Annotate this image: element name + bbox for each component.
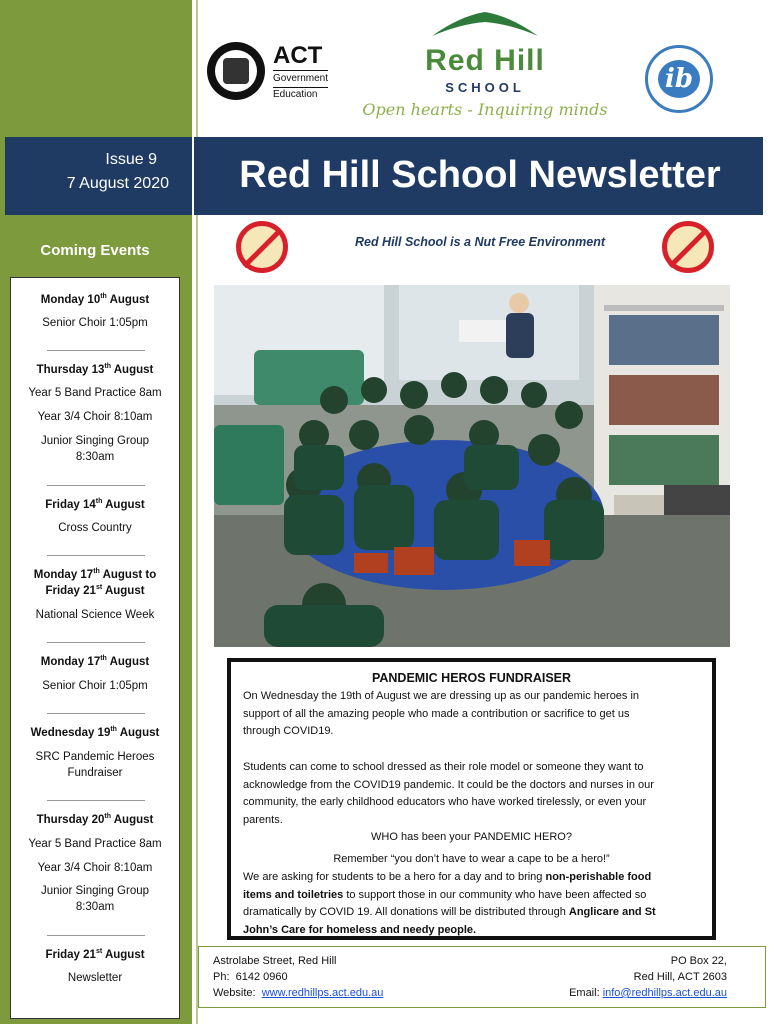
event-divider — [47, 555, 145, 556]
event-date: Monday 17th August — [40, 655, 150, 668]
footer-website: Website: www.redhillps.act.edu.au — [213, 987, 384, 999]
event-line: 8:30am — [75, 451, 115, 463]
footer-po-box: PO Box 22, — [670, 955, 727, 967]
footer-right — [569, 953, 727, 1001]
coming-events-heading: Coming Events — [40, 242, 150, 259]
footer-phone: Ph: 6142 0960 — [213, 971, 288, 983]
event-line: Newsletter — [67, 972, 123, 984]
footer-email: Email: info@redhillps.act.edu.au — [569, 987, 727, 999]
website-link[interactable]: www.redhillps.act.edu.au — [261, 987, 384, 999]
ib-logo-mark: ib — [658, 60, 700, 98]
event-line: Year 3/4 Choir 8:10am — [37, 411, 153, 423]
event-line: Year 3/4 Choir 8:10am — [37, 862, 153, 874]
event-divider — [47, 935, 145, 936]
fundraiser-question: WHO has been your PANDEMIC HERO? — [371, 831, 572, 843]
mountain-icon — [430, 10, 540, 38]
library-reading-photo — [214, 285, 730, 647]
fundraiser-notice — [227, 658, 716, 940]
footer-suburb: Red Hill, ACT 2603 — [633, 971, 727, 983]
event-divider — [47, 642, 145, 643]
event-date: Friday 14th August — [45, 498, 145, 511]
act-logo-education: Education — [273, 87, 328, 101]
red-hill-school-logo — [362, 10, 608, 130]
act-seal-icon — [207, 42, 265, 100]
email-link[interactable]: info@redhillps.act.edu.au — [602, 987, 727, 999]
issue-number: Issue 9 — [105, 151, 157, 168]
event-line: Junior Singing Group — [40, 435, 150, 447]
event-line: Senior Choir 1:05pm — [42, 680, 148, 692]
event-date: Monday 17th August to — [33, 568, 157, 581]
events-panel — [10, 277, 180, 1019]
school-tagline: Open hearts - Inquiring minds — [362, 100, 608, 119]
event-line: SRC Pandemic Heroes — [35, 751, 155, 763]
event-date-end: Friday 21st August — [45, 584, 145, 597]
event-line: National Science Week — [35, 609, 155, 621]
fundraiser-title: PANDEMIC HEROS FUNDRAISER — [371, 671, 572, 685]
event-date: Friday 21st August — [45, 948, 145, 961]
no-nuts-icon — [662, 221, 714, 273]
fundraiser-quote: Remember “you don’t have to wear a cape to be a hero!” — [333, 853, 610, 865]
school-logo-sub: SCHOOL — [445, 80, 525, 95]
event-line: Junior Singing Group — [40, 885, 150, 897]
nut-free-notice: Red Hill School is a Nut Free Environment — [354, 235, 606, 249]
footer-address: Astrolabe Street, Red Hill — [213, 955, 337, 967]
event-divider — [47, 350, 145, 351]
ib-world-school-logo — [645, 45, 713, 113]
event-line: Cross Country — [58, 522, 132, 534]
event-date: Thursday 13th August — [36, 363, 154, 376]
act-logo-government: Government — [273, 70, 328, 85]
issue-date: 7 August 2020 — [66, 175, 169, 192]
masthead-divider — [192, 137, 194, 215]
event-line: Year 5 Band Practice 8am — [28, 387, 162, 399]
event-divider — [47, 485, 145, 486]
event-line: Year 5 Band Practice 8am — [28, 838, 162, 850]
event-date: Thursday 20th August — [36, 813, 154, 826]
contact-footer — [198, 946, 766, 1008]
act-government-logo — [207, 42, 327, 102]
event-divider — [47, 800, 145, 801]
event-line: 8:30am — [75, 901, 115, 913]
fundraiser-paragraph-2: Students can come to school dressed as their role model or someone they want to acknowledge from the COVID19 pandemic. It could be the doctors and nurses in our community, the early childhood educators who have worked tirelessly, or even your parents. — [243, 761, 654, 826]
event-line: Senior Choir 1:05pm — [42, 317, 148, 329]
event-date: Wednesday 19th August — [30, 726, 160, 739]
footer-left — [213, 953, 383, 1001]
issue-info — [5, 137, 185, 215]
page-title: Red Hill School Newsletter — [239, 154, 721, 196]
event-line: Fundraiser — [67, 767, 123, 779]
fundraiser-paragraph-1: On Wednesday the 19th of August we are dressing up as our pandemic heroes in support of all the amazing people who made a contribution or sacrifice to get us through COVID19. — [243, 690, 640, 737]
school-logo-name: Red Hill — [425, 44, 545, 77]
event-date: Monday 10th August — [40, 293, 150, 306]
act-logo-text: ACT — [273, 42, 323, 69]
no-nuts-icon — [236, 221, 288, 273]
event-divider — [47, 713, 145, 714]
fundraiser-paragraph-3: We are asking for students to be a hero for a day and to bring non-perishable food items and toiletries to support those in our community who have been affected so dramatically by COVID 19. All donations will be distributed through Anglicare and St John’s Care for homeless and needy people. — [243, 871, 656, 936]
